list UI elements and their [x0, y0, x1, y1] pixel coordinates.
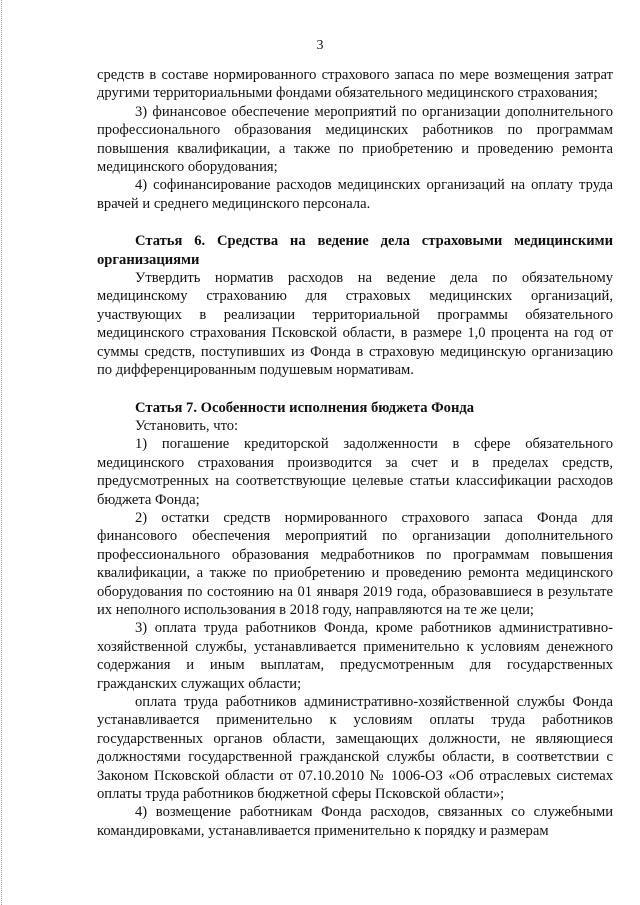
document-body [97, 66, 613, 840]
paragraph-item-4: 4) софинансирование расходов медицинских организаций на оплату труда врачей и среднего медицинского персонала. [97, 177, 613, 212]
article-7-item-3: 3) оплата труда работников Фонда, кроме работников административно-хозяйственной службы, устанавливается применительно к условиям денежного содержания и иным выплатам, предусмотренным для государственных гражданских служащих области; [97, 620, 613, 692]
article-6-heading: Статья 6. Средства на ведение дела страховыми медицинскими организациями [97, 233, 613, 268]
section-gap [97, 213, 613, 232]
article-7-item-3-continued: оплата труда работников административно-хозяйственной службы Фонда устанавливается применительно к условиям оплаты труда работников государственных органов области, замещающих должности, не являющиеся должностями государственной гражданской службы области, в соответствии с Законом Псковской области от 07.10.2010 № 1006-ОЗ «Об отраслевых системах оплаты труда работников бюджетной сферы Псковской области»; [97, 694, 613, 803]
section-gap [97, 380, 613, 399]
paragraph-continuation: средств в составе нормированного страхового запаса по мере возмещения затрат другими территориальными фондами обязательного медицинского страхования; [97, 67, 613, 102]
page-number: 3 [316, 38, 324, 53]
page-edge-dotted-line [1, 0, 2, 905]
article-7-item-1: 1) погашение кредиторской задолженности в сфере обязательного медицинского страхования производится за счет и в пределах средств, предусмотренных на соответствующие целевые статьи классификации расходов бюджета Фонда; [97, 436, 613, 508]
paragraph-item-3: 3) финансовое обеспечение мероприятий по организации дополнительного профессионального образования медицинских работников по программам повышения квалификации, а также по приобретению и проведению ремонта медицинского оборудования; [97, 103, 613, 176]
article-7-lead: Установить, что: [135, 417, 239, 434]
article-7-item-2: 2) остатки средств нормированного страхового запаса Фонда для финансового обеспечения мероприятий по организации дополнительного профессионального образования медработников по программам повышения квалификации, а также по приобретению и проведению ремонта медицинского оборудования по состоянию на 01 января 2019 года, образовавшиеся в результате их неполного использования в 2018 году, направляются на те же цели; [97, 509, 613, 618]
article-6-text: Утвердить норматив расходов на ведение дела по обязательному медицинскому страхованию для страховых медицинских организаций, участвующих в реализации территориальной программы обязательного медицинского страхования Псковской области, в размере 1,0 процента на год от суммы средств, поступивших из Фонда в страховую медицинскую организацию по дифференцированным подушевым нормативам. [97, 270, 613, 379]
article-7-item-4: 4) возмещение работникам Фонда расходов, связанных со служебными командировками, устанавливается применительно к порядку и размерам [97, 804, 613, 839]
article-7-heading: Статья 7. Особенности исполнения бюджета Фонда [135, 399, 475, 416]
